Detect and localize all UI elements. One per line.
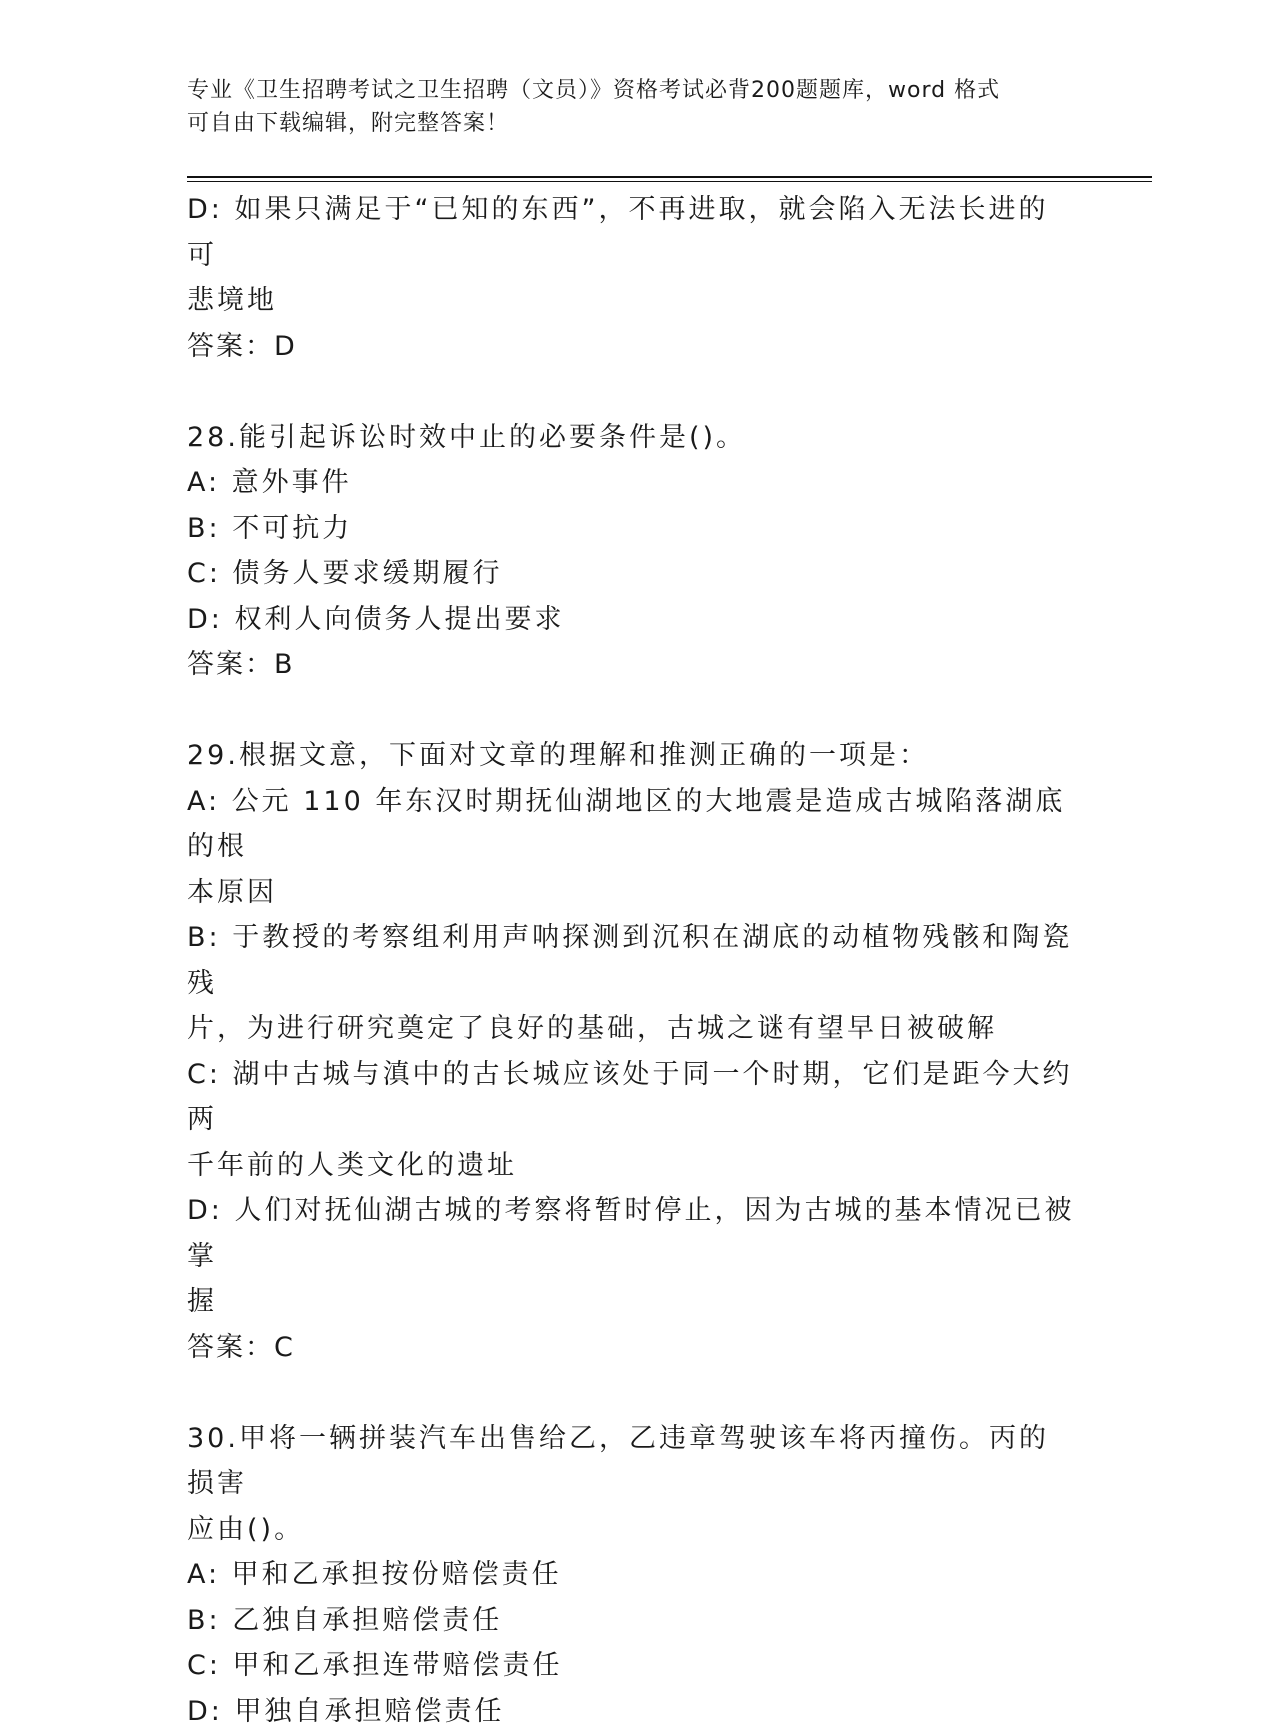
header-title-line-2: 可自由下载编辑，附完整答案！ (187, 107, 1067, 140)
option-b: B: 乙独自承担赔偿责任 (187, 1598, 1077, 1644)
option-b-line-1: B: 于教授的考察组利用声呐探测到沉积在湖底的动植物残骸和陶瓷残 (187, 915, 1077, 1006)
option-a: A: 意外事件 (187, 460, 1077, 506)
option-c: C: 甲和乙承担连带赔偿责任 (187, 1643, 1077, 1689)
question-30 (187, 1416, 1077, 1734)
option-a-line-2: 本原因 (187, 870, 1077, 916)
option-d-line-1: D: 人们对抚仙湖古城的考察将暂时停止，因为古城的基本情况已被掌 (187, 1188, 1077, 1279)
question-stem: 28.能引起诉讼时效中止的必要条件是()。 (187, 415, 1077, 461)
answer-label: 答案：B (187, 642, 1077, 688)
option-a: A: 甲和乙承担按份赔偿责任 (187, 1552, 1077, 1598)
option-d-line-2: 握 (187, 1279, 1077, 1325)
header-rule-thin (187, 181, 1152, 182)
question-28 (187, 415, 1077, 688)
option-d: D: 甲独自承担赔偿责任 (187, 1689, 1077, 1734)
question-27-continuation (187, 187, 1077, 369)
header-rule-thick (187, 176, 1152, 178)
option-d-line-1: D: 如果只满足于“已知的东西”，不再进取，就会陷入无法长进的可 (187, 187, 1077, 278)
page-header (187, 74, 1067, 140)
option-b: B: 不可抗力 (187, 506, 1077, 552)
option-a-line-1: A: 公元 110 年东汉时期抚仙湖地区的大地震是造成古城陷落湖底的根 (187, 779, 1077, 870)
question-stem-line-2: 应由()。 (187, 1507, 1077, 1553)
option-d-line-2: 悲境地 (187, 278, 1077, 324)
question-stem: 29.根据文意，下面对文章的理解和推测正确的一项是： (187, 733, 1077, 779)
option-b-line-2: 片，为进行研究奠定了良好的基础，古城之谜有望早日被破解 (187, 1006, 1077, 1052)
spacer (187, 688, 1077, 734)
question-content (187, 187, 1077, 1734)
spacer (187, 1370, 1077, 1416)
answer-label: 答案：C (187, 1325, 1077, 1371)
header-title-line-1: 专业《卫生招聘考试之卫生招聘（文员）》资格考试必背200题题库，word 格式 (187, 74, 1067, 107)
option-c-line-1: C: 湖中古城与滇中的古长城应该处于同一个时期，它们是距今大约两 (187, 1052, 1077, 1143)
option-c-line-2: 千年前的人类文化的遗址 (187, 1143, 1077, 1189)
question-29 (187, 733, 1077, 1370)
answer-label: 答案：D (187, 324, 1077, 370)
option-c: C: 债务人要求缓期履行 (187, 551, 1077, 597)
spacer (187, 369, 1077, 415)
question-stem-line-1: 30.甲将一辆拼装汽车出售给乙，乙违章驾驶该车将丙撞伤。丙的损害 (187, 1416, 1077, 1507)
option-d: D: 权利人向债务人提出要求 (187, 597, 1077, 643)
